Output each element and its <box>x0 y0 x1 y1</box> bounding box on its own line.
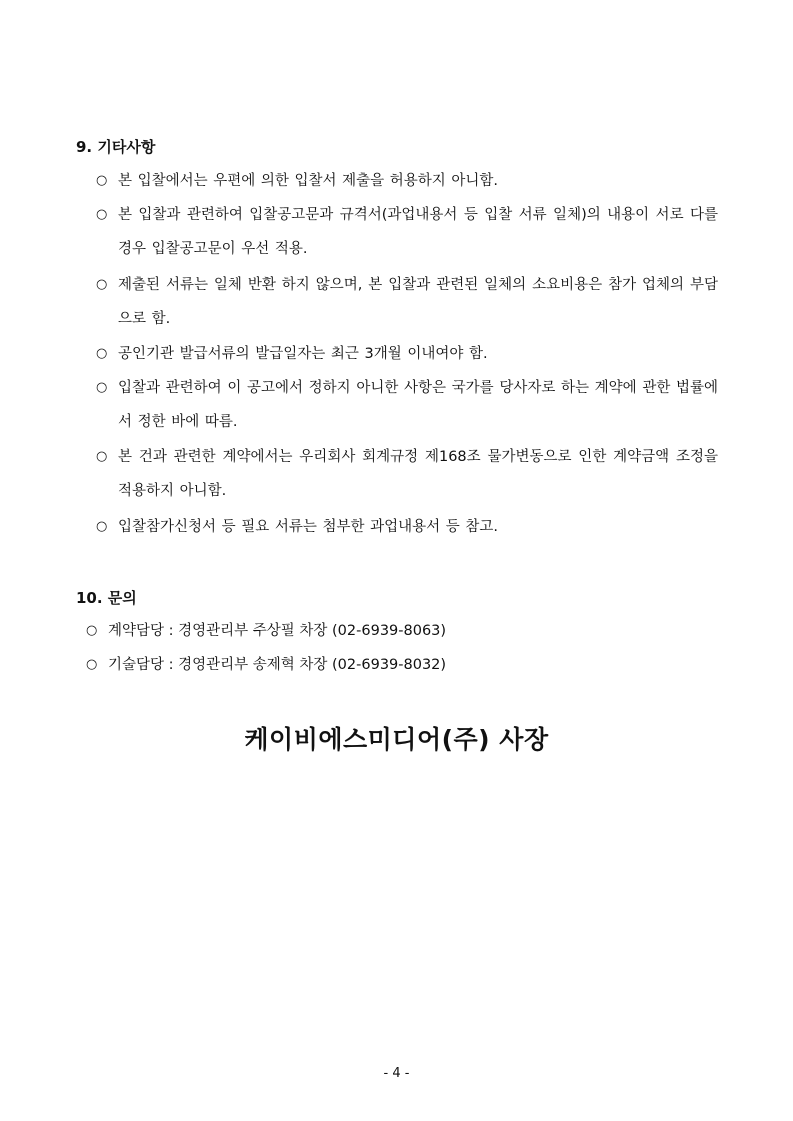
circle-bullet-icon: ○ <box>96 207 108 222</box>
list-item-text: 본 입찰과 관련하여 입찰공고문과 규격서(과업내용서 등 입찰 서류 일체)의 내용이 서로 다를 경우 입찰공고문이 우선 적용. <box>118 207 718 257</box>
circle-bullet-icon: ○ <box>96 277 108 292</box>
list-item-text: 공인기관 발급서류의 발급일자는 최근 3개월 이내여야 함. <box>118 346 488 362</box>
list-item <box>96 440 718 508</box>
list-item-text: 본 건과 관련한 계약에서는 우리회사 회계규정 제168조 물가변동으로 인한 계약금액 조정을 적용하지 아니함. <box>118 449 718 499</box>
section-10-heading: 10. 문의 <box>76 589 137 607</box>
contact-item <box>86 614 446 648</box>
company-signature: 케이비에스미디어(주) 사장 <box>244 725 549 754</box>
contact-text: 기술담당 : 경영관리부 송제혁 차장 (02-6939-8032) <box>108 657 447 673</box>
circle-bullet-icon: ○ <box>86 657 98 672</box>
section-9-heading: 9. 기타사항 <box>76 138 156 156</box>
circle-bullet-icon: ○ <box>96 173 108 188</box>
list-item <box>96 268 718 336</box>
contact-item <box>86 648 446 682</box>
list-item-text: 입찰과 관련하여 이 공고에서 정하지 아니한 사항은 국가를 당사자로 하는 계약에 관한 법률에서 정한 바에 따름. <box>118 380 718 430</box>
list-item <box>96 164 718 198</box>
list-item <box>96 510 718 544</box>
list-item <box>96 337 718 371</box>
list-item-text: 제출된 서류는 일체 반환 하지 않으며, 본 입찰과 관련된 일체의 소요비용은 참가 업체의 부담으로 함. <box>118 277 718 327</box>
list-item <box>96 371 718 439</box>
list-item-text: 입찰참가신청서 등 필요 서류는 첨부한 과업내용서 등 참고. <box>118 519 499 535</box>
list-item <box>96 198 718 266</box>
circle-bullet-icon: ○ <box>96 380 108 395</box>
contact-text: 계약담당 : 경영관리부 주상필 차장 (02-6939-8063) <box>108 623 447 639</box>
list-item-text: 본 입찰에서는 우편에 의한 입찰서 제출을 허용하지 아니함. <box>118 173 499 189</box>
circle-bullet-icon: ○ <box>96 346 108 361</box>
circle-bullet-icon: ○ <box>96 519 108 534</box>
page-number: - 4 - <box>383 1066 410 1081</box>
circle-bullet-icon: ○ <box>96 449 108 464</box>
circle-bullet-icon: ○ <box>86 623 98 638</box>
